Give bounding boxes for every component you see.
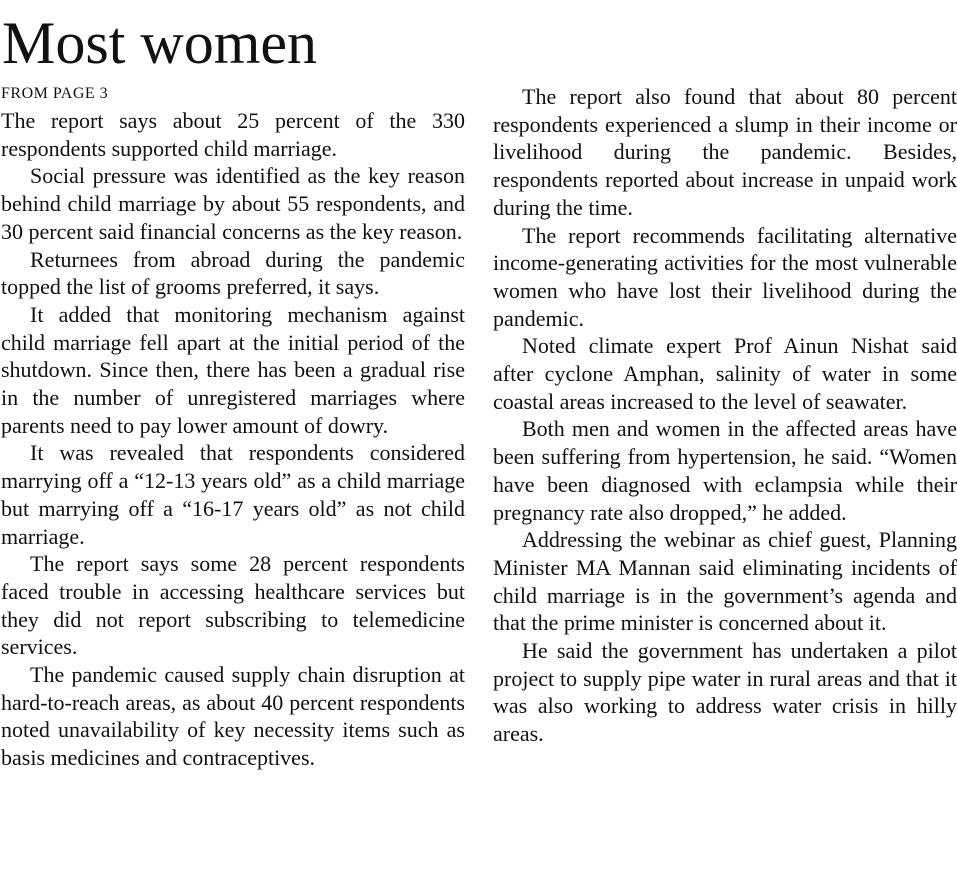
paragraph: Social pressure was identified as the key reason behind child marriage by about 55 respondents, and 30 percent said financial concerns as the key reason.: [1, 163, 465, 244]
right-column: [493, 83, 957, 748]
paragraph: Addressing the webinar as chief guest, Planning Minister MA Mannan said eliminating incidents of child marriage is in the government’s agenda and that the prime minister is concerned about it.: [493, 527, 957, 636]
paragraph: Both men and women in the affected areas have been suffering from hypertension, he said. “Women have been diagnosed with eclampsia while their pregnancy rate also dropped,” he added.: [493, 416, 957, 525]
paragraph: The report also found that about 80 percent respondents experienced a slump in their income or livelihood during the pandemic. Besides, respondents reported about increase in unpaid work during the time.: [493, 84, 957, 220]
paragraph: The pandemic caused supply chain disruption at hard-to-reach areas, as about 40 percent respondents noted unavailability of key necessity items such as basis medicines and contraceptives.: [1, 662, 465, 771]
paragraph: The report recommends facilitating alternative income-generating activities for the most vulnerable women who have lost their livelihood during the pandemic.: [493, 222, 957, 331]
paragraph: Returnees from abroad during the pandemic topped the list of grooms preferred, it says.: [1, 246, 465, 300]
paragraph: It added that monitoring mechanism against child marriage fell apart at the initial period of the shutdown. Since then, there has been a gradual rise in the number of unregistered marriages where parents need to pay lower amount of dowry.: [1, 301, 465, 438]
paragraph: The report says some 28 percent respondents faced trouble in accessing healthcare services but they did not report subscribing to telemedicine services.: [1, 551, 465, 660]
paragraph: Noted climate expert Prof Ainun Nishat said after cyclone Amphan, salinity of water in some coastal areas increased to the level of seawater.: [493, 333, 957, 414]
paragraph: He said the government has undertaken a pilot project to supply pipe water in rural areas and that it was also working to address water crisis in hilly areas.: [493, 638, 957, 747]
paragraph: It was revealed that respondents considered marrying off a “12-13 years old” as a child marriage but marrying off a “16-17 years old” as not child marriage.: [1, 440, 465, 549]
paragraph: The report says about 25 percent of the 330 respondents supported child marriage.: [1, 108, 465, 161]
jump-line: FROM PAGE 3: [1, 85, 109, 102]
headline: Most women: [2, 10, 317, 76]
left-column: [1, 107, 465, 772]
